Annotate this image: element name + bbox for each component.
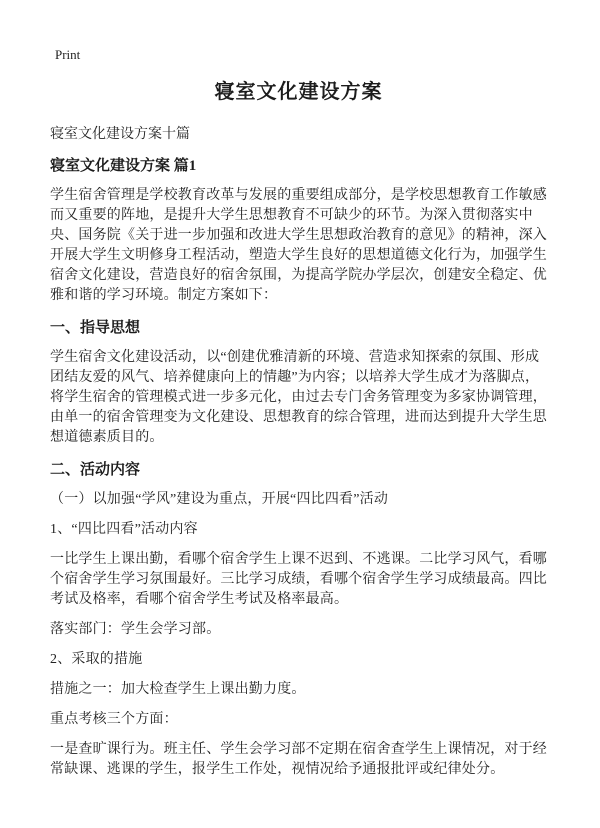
article-paragraph-sibisikan-detail: 一比学生上课出勤，看哪个宿舍学生上课不迟到、不逃课。二比学习风气，看哪个宿舍学生学习氛围最好。三比学习成绩，看哪个宿舍学生学习成绩最高。四比考试及格率，看哪个宿舍学生考试及格率最高。 — [50, 552, 547, 607]
article-paragraph-truancy-check: 一是查旷课行为。班主任、学生会学习部不定期在宿舍查学生上课情况，对于经常缺课、逃课的学生，报学生工作处，视情况给予通报批评或纪律处分。 — [50, 742, 547, 777]
article-paragraph-item-one: （一）以加强“学风”建设为重点，开展“四比四看”活动 — [50, 492, 389, 507]
article-heading-pian1: 寝室文化建设方案 篇1 — [50, 158, 197, 174]
article-heading-guiding-ideology: 一、指导思想 — [50, 320, 141, 336]
article-paragraph-assessment-title: 重点考核三个方面： — [50, 712, 178, 727]
article-paragraph-sibisikan-title: 1、“四比四看”活动内容 — [50, 522, 198, 537]
article-paragraph-measures-title: 2、采取的措施 — [50, 652, 143, 667]
article-paragraph-department: 落实部门：学生会学习部。 — [50, 622, 221, 637]
article-paragraph-measure-one: 措施之一：加大检查学生上课出勤力度。 — [50, 682, 306, 697]
article-paragraph-intro: 学生宿舍管理是学校教育改革与发展的重要组成部分，是学校思想教育工作敏感而又重要的阵地，是提升大学生思想教育不可缺少的环节。为深入贯彻落实中央、国务院《关于进一步加强和改进大学生思想政治教育的意见》的精神，深入开展大学生文明修身工程活动，塑造大学生良好的思想道德文化行为，加强学生宿舍文化建设，营造良好的宿舍氛围，为提高学院办学层次，创建安全稳定、优雅和谐的学习环境。制定方案如下： — [50, 188, 547, 303]
doc-subtitle: 寝室文化建设方案十篇 — [50, 127, 190, 142]
article-heading-activity-content: 二、活动内容 — [50, 462, 141, 478]
print-link[interactable]: Print — [55, 47, 81, 62]
page-title: 寝室文化建设方案 — [214, 81, 383, 103]
article-paragraph-guiding-ideology: 学生宿舍文化建设活动，以“创建优雅清新的环境、营造求知探索的氛围、形成团结友爱的风气、培养健康向上的情趣”为内容；以培养大学生成才为落脚点，将学生宿舍的管理模式进一步多元化，由过去专门舍务管理变为多家协调管理，由单一的宿舍管理变为文化建设、思想教育的综合管理，进而达到提升大学生思想道德素质目的。 — [50, 350, 547, 445]
